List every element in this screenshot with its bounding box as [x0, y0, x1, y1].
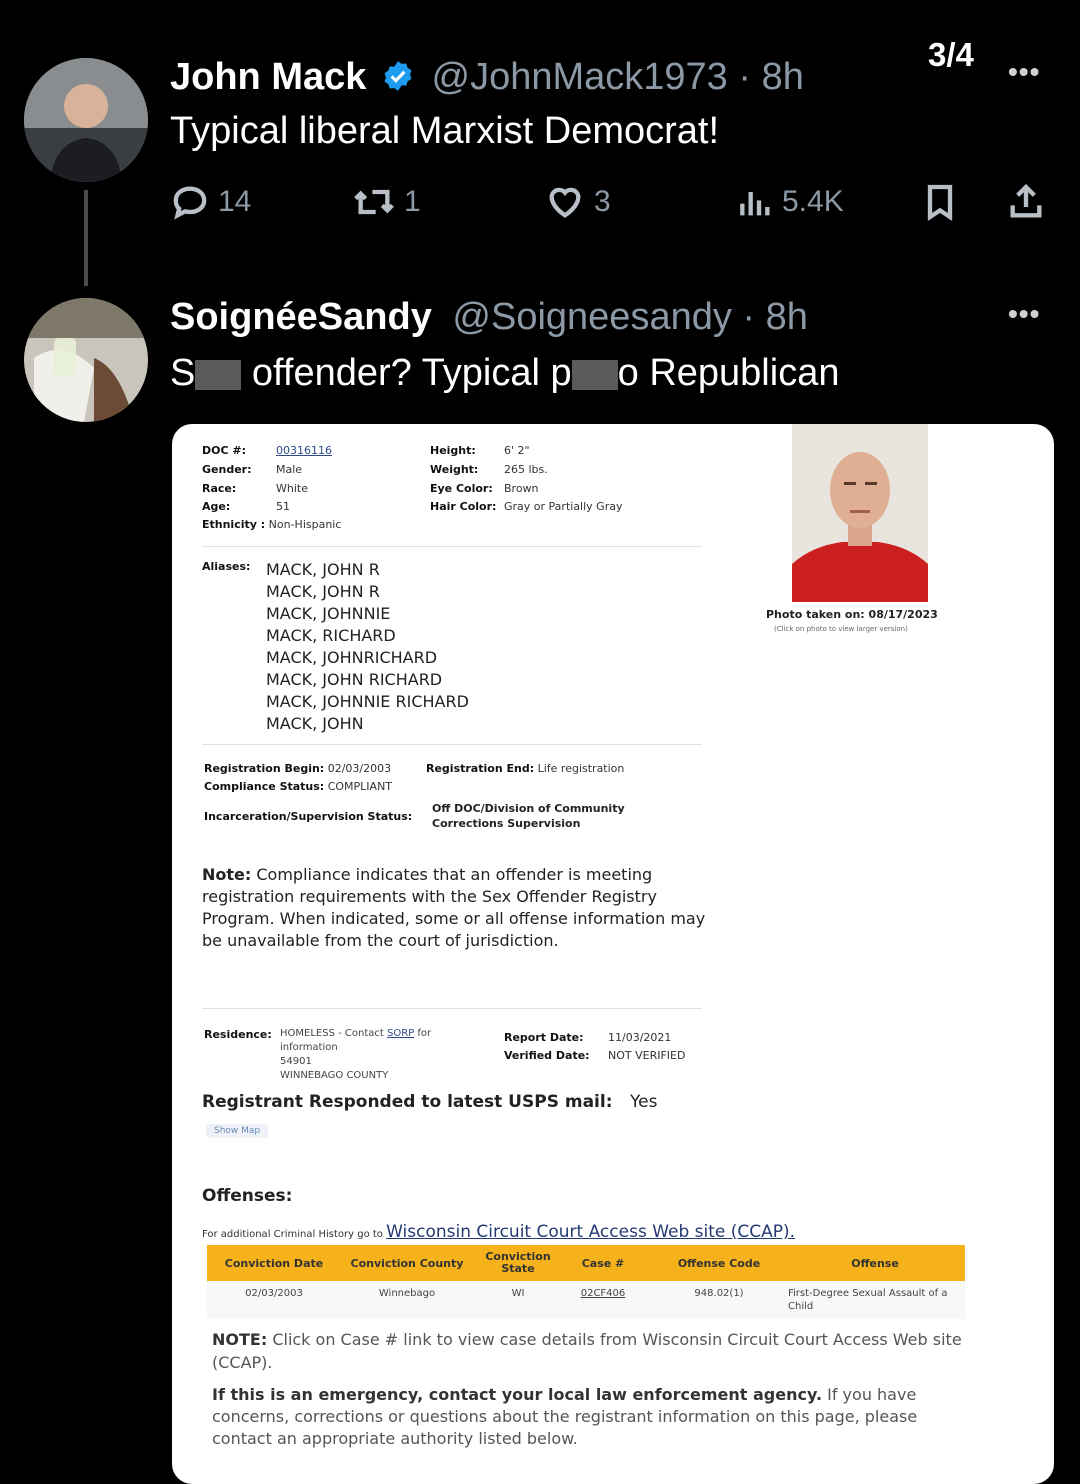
avatar-photo — [24, 298, 148, 422]
height-label: Height: — [430, 444, 476, 457]
divider — [202, 744, 702, 745]
tweet-text: Typical liberal Marxist Democrat! — [170, 110, 720, 152]
reply-button[interactable] — [170, 182, 251, 222]
like-count: 3 — [594, 185, 611, 218]
registrant-photo[interactable] — [792, 424, 928, 602]
tweet-actions — [170, 182, 1050, 230]
compliance-label: Compliance Status: — [204, 780, 325, 793]
residence-label: Residence: — [204, 1028, 272, 1041]
doc-number[interactable]: 00316116 — [276, 444, 332, 457]
heart-icon — [544, 182, 586, 222]
reg-end-label: Registration End: — [426, 762, 535, 775]
tweet-header — [170, 296, 808, 339]
residence-county: WINNEBAGO COUNTY — [280, 1070, 389, 1081]
eye-color-label: Eye Color: — [430, 482, 493, 495]
display-name[interactable]: SoignéeSandy — [170, 296, 432, 338]
offenses-heading: Offenses: — [202, 1186, 293, 1206]
handle-time[interactable]: @Soigneesandy · 8h — [452, 296, 808, 338]
residence-line-1b: for — [417, 1028, 432, 1039]
age-label: Age: — [202, 500, 231, 513]
photo-caption: Photo taken on: 08/17/2023 — [766, 608, 938, 621]
age-value: 51 — [276, 500, 290, 513]
share-button[interactable] — [1006, 182, 1046, 222]
race-value: White — [276, 482, 308, 495]
ccap-link[interactable]: Wisconsin Circuit Court Access Web site (CCAP). — [386, 1222, 796, 1242]
note2-label: NOTE: — [212, 1330, 268, 1349]
repost-count: 1 — [404, 185, 421, 218]
views-icon — [734, 182, 774, 222]
hair-color-value: Gray or Partially Gray — [504, 500, 623, 513]
redaction-block — [572, 360, 618, 390]
thread-line — [84, 190, 88, 286]
note-text: Compliance indicates that an offender is meeting registration requirements with the Sex Offender Registry Program. When indicated, some or all offense information may be unavailable from the court of jurisdiction. — [202, 865, 706, 950]
views-button[interactable] — [734, 182, 844, 222]
emergency-note — [212, 1384, 942, 1450]
reg-begin-value: 02/03/2003 — [327, 762, 392, 775]
alias-item: MACK, JOHN R — [266, 560, 380, 579]
more-options-icon[interactable]: ••• — [1008, 298, 1041, 329]
reply-icon — [170, 182, 210, 222]
cell-conviction-date: 02/03/2003 — [245, 1288, 303, 1299]
case-number-link[interactable]: 02CF406 — [580, 1288, 626, 1299]
views-count: 5.4K — [782, 185, 844, 218]
aliases-label: Aliases: — [202, 560, 251, 573]
col-case-number: Case # — [581, 1257, 625, 1270]
alias-item: MACK, JOHN R — [266, 582, 380, 601]
reg-begin-label: Registration Begin: — [204, 762, 325, 775]
note2-text: Click on Case # link to view case details from Wisconsin Circuit Court Access Web site (CCAP). — [212, 1330, 962, 1372]
bookmark-icon — [920, 182, 960, 222]
report-date-label: Report Date: — [504, 1031, 584, 1044]
incarceration-value-2: Corrections Supervision — [432, 817, 581, 830]
height-value: 6' 2" — [504, 444, 530, 457]
more-options-icon[interactable]: ••• — [1008, 56, 1041, 87]
like-button[interactable] — [544, 182, 611, 222]
incarceration-value-1: Off DOC/Division of Community — [432, 802, 625, 815]
case-note — [212, 1328, 982, 1374]
verified-badge-icon — [381, 59, 415, 93]
photo-subcaption[interactable]: (Click on photo to view larger version) — [774, 625, 908, 633]
divider — [202, 546, 702, 547]
cell-offense: First-Degree Sexual Assault of a Child — [788, 1288, 948, 1312]
ethnicity-label: Ethnicity : — [202, 518, 266, 531]
compliance-note — [202, 864, 722, 952]
note-label: Note: — [202, 865, 252, 884]
text-part-2: offender? Typical p — [241, 352, 572, 394]
col-conviction-county: Conviction County — [350, 1257, 464, 1270]
residence-zip: 54901 — [280, 1056, 312, 1067]
text-part-3: o Republican — [617, 352, 840, 394]
divider — [202, 1008, 702, 1009]
tweet-header — [170, 56, 804, 99]
usps-value: Yes — [630, 1092, 658, 1112]
incarceration-label: Incarceration/Supervision Status: — [204, 810, 413, 823]
reply-count: 14 — [218, 185, 252, 218]
avatar-photo — [24, 58, 148, 182]
reg-end-value: Life registration — [537, 762, 625, 775]
cell-conviction-county: Winnebago — [378, 1288, 436, 1299]
avatar[interactable] — [24, 58, 148, 182]
tweet-text — [170, 352, 839, 395]
race-label: Race: — [202, 482, 237, 495]
ethnicity-value: Non-Hispanic — [268, 518, 342, 531]
report-date-value: 11/03/2021 — [608, 1031, 672, 1044]
alias-item: MACK, JOHN RICHARD — [266, 670, 443, 689]
alias-item: MACK, RICHARD — [266, 626, 396, 645]
cell-offense-code: 948.02(1) — [694, 1288, 744, 1299]
handle-time[interactable]: @JohnMack1973 · 8h — [431, 56, 804, 98]
repost-button[interactable] — [352, 182, 421, 222]
col-offense: Offense — [851, 1257, 899, 1270]
verified-date-label: Verified Date: — [504, 1049, 590, 1062]
hair-color-label: Hair Color: — [430, 500, 497, 513]
bookmark-button[interactable] — [920, 182, 960, 222]
emergency-bold: If this is an emergency, contact your local law enforcement agency. — [212, 1385, 823, 1404]
alias-item: MACK, JOHN — [266, 714, 364, 733]
avatar[interactable] — [24, 298, 148, 422]
mugshot-image — [792, 424, 928, 602]
alias-item: MACK, JOHNRICHARD — [266, 648, 438, 667]
compliance-value: COMPLIANT — [327, 780, 393, 793]
show-map-button[interactable]: Show Map — [206, 1124, 268, 1138]
alias-item: MACK, JOHNNIE RICHARD — [266, 692, 469, 711]
gender-label: Gender: — [202, 463, 252, 476]
display-name[interactable]: John Mack — [170, 56, 367, 98]
col-conviction-state: Conviction State — [485, 1250, 551, 1275]
weight-value: 265 lbs. — [504, 463, 548, 476]
usps-label: Registrant Responded to latest USPS mail: — [202, 1092, 613, 1112]
image-counter: 3/4 — [928, 36, 974, 73]
redaction-block — [195, 360, 241, 390]
weight-label: Weight: — [430, 463, 479, 476]
gender-value: Male — [276, 463, 303, 476]
verified-date-value: NOT VERIFIED — [608, 1049, 686, 1062]
sorp-link[interactable]: SORP — [386, 1028, 415, 1039]
repost-icon — [352, 182, 396, 222]
emergency-text: If you have concerns, corrections or questions about the registrant information on this page, please contact an appropriate authority listed below. — [212, 1385, 918, 1448]
eye-color-value: Brown — [504, 482, 539, 495]
share-icon — [1006, 182, 1046, 222]
ccap-prefix: For additional Criminal History go to — [202, 1229, 387, 1240]
doc-label: DOC #: — [202, 444, 246, 457]
residence-line-1: HOMELESS - Contact — [280, 1028, 384, 1039]
residence-line-2: information — [280, 1042, 338, 1053]
cell-conviction-state: WI — [511, 1288, 525, 1299]
alias-item: MACK, JOHNNIE — [266, 604, 391, 623]
col-conviction-date: Conviction Date — [224, 1257, 324, 1270]
attached-registry-document[interactable] — [172, 424, 1054, 1484]
col-offense-code: Offense Code — [677, 1257, 761, 1270]
text-part-1: S — [170, 352, 196, 394]
